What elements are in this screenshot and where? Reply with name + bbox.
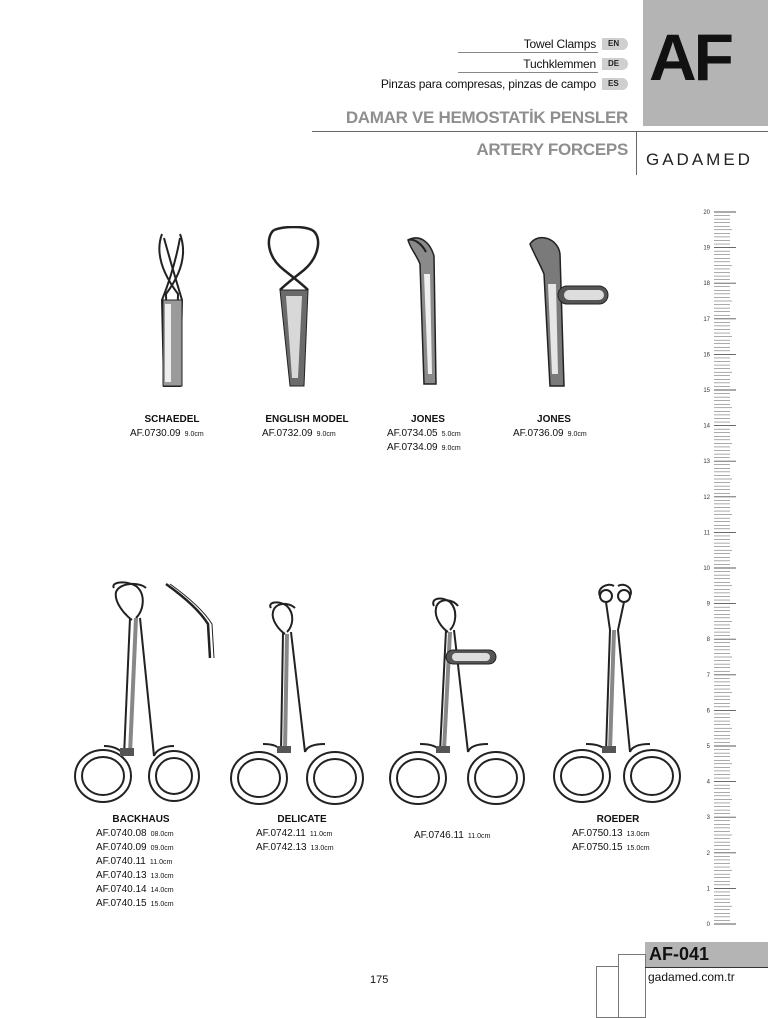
product-schaedel [130,414,214,441]
ruler-label: 8 [706,637,710,644]
product-code-row: AF.0750.13 13.0cm [572,828,650,839]
ruler-label: 5 [706,744,710,750]
ruler-label: 6 [706,708,710,715]
ruler-label: 0 [706,922,710,928]
brand-logo: GADAMED [646,150,753,169]
ruler-label: 12 [703,494,710,501]
product-name: BACKHAUS [112,814,170,825]
ruler-label: 20 [703,210,710,216]
product-name [414,814,506,827]
ruler-label: 19 [703,245,710,252]
ruler-label: 9 [706,601,710,608]
product-code-row: AF.0750.15 15.0cm [572,842,650,853]
lang-row-en [524,36,628,52]
english-model-clamp-image [264,226,324,390]
title-turkish: DAMAR VE HEMOSTATİK PENSLER [345,108,628,127]
product-code-row: AF.0746.11 11.0cm [414,830,491,841]
product-code-row: AF.0740.08 08.0cm [96,828,174,839]
product-jones-a [387,414,469,455]
jones-clamp-image [402,234,442,388]
page-number: 175 [370,974,389,986]
footer-rule [645,967,768,968]
roeder-clamp-image [548,580,688,806]
product-code-row: AF.0740.15 15.0cm [96,898,174,909]
product-code-row: AF.0742.13 13.0cm [256,842,334,853]
lang-row-es [381,76,628,92]
ruler-label: 4 [706,779,710,786]
product-delicate [256,814,348,855]
product-name: DELICATE [277,814,327,825]
schaedel-clamp-image [150,230,198,392]
product-code-row: AF.0732.09 9.0cm [262,428,336,439]
product-english-model [262,414,352,441]
ruler-label: 14 [703,423,710,430]
product-code-row: AF.0740.13 13.0cm [96,870,174,881]
lang-divider [458,52,598,53]
ruler-label: 15 [703,388,710,394]
product-name: JONES [411,414,445,425]
product-code-row: AF.0734.09 9.0cm [387,442,461,453]
footer-corner-frame [618,954,646,1018]
jones-ring-clamp-image [524,234,614,394]
ruler-label: 13 [703,459,710,466]
ruler-label: 10 [703,566,710,572]
ruler-label: 1 [706,886,710,893]
category-code: AF [649,20,731,94]
ruler-label: 16 [703,352,710,359]
product-code-row: AF.0734.05 5.0cm [387,428,461,439]
product-backhaus [96,814,186,911]
delicate-clamp-image [225,600,375,806]
product-code-row: AF.0740.09 09.0cm [96,842,174,853]
product-roeder [572,814,664,855]
ruler-label: 3 [706,815,710,822]
title-rule [312,131,768,132]
lang-tag-de: DE [602,58,628,70]
lang-label-es: Pinzas para compresas, pinzas de campo [380,77,596,91]
lang-tag-en: EN [602,38,628,50]
lang-label-en: Towel Clamps [523,37,596,51]
product-code-row: AF.0740.11 11.0cm [96,856,173,867]
lang-row-de [523,56,628,72]
product-code-row: AF.0730.09 9.0cm [130,428,204,439]
product-ring-lock [414,814,506,843]
measurement-ruler [700,206,736,932]
website-link[interactable]: gadamed.com.tr [648,970,735,984]
lang-divider [458,72,598,73]
ruler-label: 18 [703,281,710,288]
product-code-row: AF.0736.09 9.0cm [513,428,587,439]
product-name: ENGLISH MODEL [265,414,349,425]
product-code-row: AF.0740.14 14.0cm [96,884,174,895]
category-badge [643,0,768,126]
product-name: ROEDER [596,814,640,825]
ring-lock-clamp-image [384,596,534,806]
page-code: AF-041 [649,944,710,964]
ruler-label: 7 [706,672,710,679]
product-jones-b [513,414,595,441]
ruler-label: 2 [706,850,710,857]
backhaus-clamp-image [70,578,230,806]
title-english: ARTERY FORCEPS [476,140,628,159]
lang-tag-es: ES [602,78,628,90]
product-name: SCHAEDEL [144,414,200,425]
product-code-row: AF.0742.11 11.0cm [256,828,333,839]
ruler-label: 17 [703,316,710,323]
title-rule-vertical [636,131,637,175]
ruler-label: 11 [703,530,710,537]
lang-label-de: Tuchklemmen [523,57,596,71]
product-name: JONES [537,414,571,425]
